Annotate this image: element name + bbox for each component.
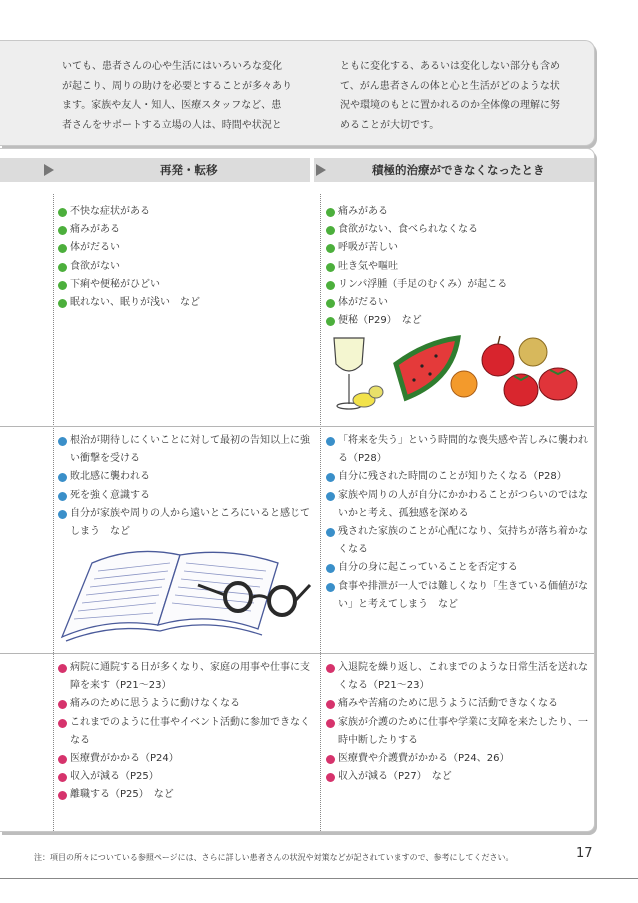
bullet-icon <box>326 719 335 728</box>
comparison-table <box>0 148 595 832</box>
bullet-icon <box>326 664 335 673</box>
lemon-icon <box>353 386 383 407</box>
orange-icon <box>451 371 477 397</box>
bullet-icon <box>326 773 335 782</box>
list-item <box>58 203 314 221</box>
list-item <box>326 294 588 312</box>
pear-icon <box>519 338 547 366</box>
list-item-text: 便秘（P29） など <box>338 315 422 327</box>
list-item-text: 医療費や介護費がかかる（P24、26） <box>338 753 510 765</box>
bullet-icon <box>58 208 67 217</box>
column-header-title: 積極的治療ができなくなったとき <box>372 163 545 177</box>
footnote: 注：項目の所々についている参照ページには、さらに詳しい患者さんの状況や対策などが記されていますので、参考にしてください。 <box>34 853 514 862</box>
fruit-illustration <box>326 334 588 420</box>
bullet-icon <box>326 473 335 482</box>
list-item <box>326 239 588 257</box>
list-item-text: 体がだるい <box>338 297 388 309</box>
bullet-icon <box>326 755 335 764</box>
intro-line: ます。家族や友人・知人、医療スタッフなど、患 <box>62 100 282 111</box>
bullet-icon <box>326 528 335 537</box>
list-item-text: 「将来を失う」という時間的な喪失感や苦しみに襲われる（P28） <box>338 435 588 465</box>
open-book-icon <box>62 551 278 641</box>
bottom-rule <box>0 878 638 879</box>
bullet-icon <box>58 700 67 709</box>
row-emotional-end-of-treatment <box>326 432 588 614</box>
list-item-text: 離職する（P25） など <box>70 789 174 801</box>
list-item <box>326 659 588 695</box>
bullet-icon <box>326 208 335 217</box>
list-item <box>58 258 314 276</box>
bullet-icon <box>58 510 67 519</box>
list-item <box>58 294 314 312</box>
intro-box <box>0 40 595 146</box>
bullet-icon <box>58 437 67 446</box>
list-item-text: 眠れない、眠りが浅い など <box>70 297 200 309</box>
list-item <box>326 714 588 750</box>
list-item-text: 痛みがある <box>70 224 120 236</box>
intro-right-column <box>340 57 584 135</box>
bullet-icon <box>58 719 67 728</box>
intro-line: て、がん患者さんの体と心と生活がどのような状 <box>340 80 560 92</box>
list-item-text: 家族が介護のために仕事や学業に支障を来たしたり、一時中断したりする <box>338 716 588 746</box>
bullet-icon <box>326 317 335 326</box>
bullet-icon <box>58 755 67 764</box>
bullet-icon <box>58 244 67 253</box>
list-item <box>326 312 588 330</box>
list-item-text: 食欲がない、食べられなくなる <box>338 224 478 236</box>
list-item <box>58 505 314 541</box>
bullet-icon <box>326 299 335 308</box>
row-divider <box>0 426 594 427</box>
triangle-marker-icon <box>316 164 326 176</box>
book-and-glasses-illustration <box>58 541 314 647</box>
column-header-title: 再発・転移 <box>160 163 218 177</box>
list-item-text: 入退院を繰り返し、これまでのような日常生活を送れなくなる（P21〜23） <box>338 662 588 692</box>
list-item <box>58 786 314 804</box>
list-item-text: 医療費がかかる（P24） <box>70 753 179 765</box>
list-item <box>58 750 314 768</box>
tomato-icon <box>504 368 577 406</box>
list-item <box>326 750 588 768</box>
bullet-icon <box>326 583 335 592</box>
bullet-icon <box>326 564 335 573</box>
list-item-text: 敗北感に襲われる <box>70 471 150 483</box>
bullet-icon <box>326 492 335 501</box>
list-item-text: 呼吸が苦しい <box>338 242 398 254</box>
list-item-text: 収入が減る（P25） <box>70 771 159 783</box>
bullet-icon <box>326 226 335 235</box>
list-item-text: 痛みや苦痛のために思うように活動できなくなる <box>338 698 558 710</box>
column-header-end-of-treatment <box>314 158 594 182</box>
bullet-icon <box>326 244 335 253</box>
list-item <box>58 239 314 257</box>
list-item <box>326 258 588 276</box>
list-item-text: 病院に通院する日が多くなり、家庭の用事や仕事に支障を来す（P21〜23） <box>70 662 310 692</box>
bullet-icon <box>58 226 67 235</box>
bullet-icon <box>58 492 67 501</box>
bullet-icon <box>58 299 67 308</box>
intro-line: いても、患者さんの心や生活にはいろいろな変化 <box>62 61 282 72</box>
list-item-text: 体がだるい <box>70 242 120 254</box>
intro-line: 況や環境のもとに置かれるのか全体像の理解に努 <box>340 100 560 111</box>
watermelon-icon <box>396 338 458 398</box>
list-item <box>58 276 314 294</box>
list-item-text: 死を強く意識する <box>70 489 150 501</box>
list-item-text: 痛みがある <box>338 206 388 217</box>
list-item <box>326 203 588 221</box>
list-item <box>326 768 588 786</box>
list-item-text: リンパ浮腫（手足のむくみ）が起こる <box>338 278 508 290</box>
row-physical-end-of-treatment <box>326 203 588 330</box>
page-number: 17 <box>576 846 593 861</box>
list-item-text: 下痢や便秘がひどい <box>70 278 160 290</box>
list-item-text: 自分の身に起こっていることを否定する <box>338 562 518 574</box>
bullet-icon <box>58 263 67 272</box>
column-divider <box>53 194 54 831</box>
list-item <box>326 221 588 239</box>
bullet-icon <box>58 281 67 290</box>
bullet-icon <box>326 700 335 709</box>
intro-left-column <box>62 57 302 135</box>
list-item-text: 食欲がない <box>70 260 120 272</box>
list-item <box>326 523 588 559</box>
intro-line: が起こり、周りの助けを必要とすることが多々あり <box>62 80 292 92</box>
list-item <box>326 468 588 486</box>
column-divider <box>320 194 321 831</box>
list-item <box>58 432 314 468</box>
list-item-text: 家族や周りの人が自分にかかわることがつらいのではないかと考え、孤独感を深める <box>338 489 588 519</box>
list-item <box>58 714 314 750</box>
list-item-text: 不快な症状がある <box>70 206 150 217</box>
row-physical-recurrence <box>58 203 314 312</box>
list-item-text: 痛みのために思うように動けなくなる <box>70 698 240 710</box>
list-item <box>58 468 314 486</box>
list-item-text: 食事や排泄が一人では難しくなり「生きている価値がない」と考えてしまう など <box>338 580 588 610</box>
intro-line: 者さんをサポートする立場の人は、時間や状況と <box>62 119 282 131</box>
apple-icon <box>482 336 514 376</box>
list-item <box>326 487 588 523</box>
list-item <box>58 221 314 239</box>
list-item <box>58 768 314 786</box>
bullet-icon <box>58 791 67 800</box>
bullet-icon <box>58 773 67 782</box>
list-item-text: 吐き気や嘔吐 <box>338 260 398 272</box>
list-item-text: 自分が家族や周りの人から遠いところにいると感じてしまう など <box>70 507 310 538</box>
list-item <box>326 695 588 713</box>
row-social-end-of-treatment <box>326 659 588 786</box>
list-item-text: 残された家族のことが心配になり、気持ちが落ち着かなくなる <box>338 526 588 556</box>
list-item <box>58 695 314 713</box>
bullet-icon <box>326 437 335 446</box>
list-item <box>326 276 588 294</box>
list-item-text: 自分に残された時間のことが知りたくなる（P28） <box>338 471 567 483</box>
bullet-icon <box>326 263 335 272</box>
list-item <box>326 432 588 468</box>
list-item <box>326 559 588 577</box>
list-item <box>58 659 314 695</box>
bullet-icon <box>58 473 67 482</box>
list-item-text: 収入が減る（P27） など <box>338 771 452 783</box>
bullet-icon <box>326 281 335 290</box>
list-item <box>326 578 588 614</box>
list-item-text: これまでのように仕事やイベント活動に参加できなくなる <box>70 716 310 746</box>
intro-line: めることが大切です。 <box>340 119 440 131</box>
column-header-recurrence <box>0 158 310 182</box>
row-social-recurrence <box>58 659 314 805</box>
intro-line: ともに変化する、あるいは変化しない部分も含め <box>340 61 560 72</box>
bullet-icon <box>58 664 67 673</box>
list-item-text: 根治が期待しにくいことに対して最初の告知以上に強い衝撃を受ける <box>70 435 310 465</box>
triangle-marker-icon <box>44 164 54 176</box>
row-divider <box>0 653 594 654</box>
row-emotional-recurrence <box>58 432 314 541</box>
list-item <box>58 487 314 505</box>
